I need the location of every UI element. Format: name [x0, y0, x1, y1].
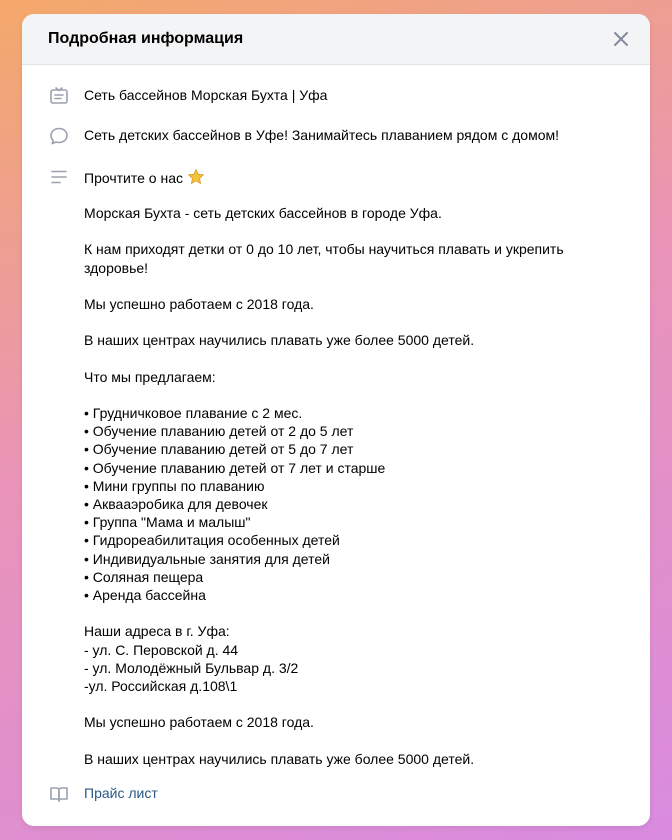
community-name: Сеть бассейнов Морская Бухта | Уфа	[84, 87, 328, 103]
description-gap	[84, 695, 564, 713]
description-line: - ул. Молодёжный Бульвар д. 3/2	[84, 659, 299, 676]
description-line: • Грудничковое плавание с 2 мес.	[84, 405, 303, 422]
price-list-link[interactable]: Прайс лист	[84, 785, 158, 801]
close-icon	[613, 31, 629, 47]
description-line: К нам приходят детки от 0 до 10 лет, чтобы научиться плавать и укрепить	[84, 241, 564, 258]
description-gap	[84, 222, 564, 240]
badge-icon	[48, 85, 70, 107]
description-line: -ул. Российская д.108\1	[84, 677, 238, 694]
description-line: • Аквааэробика для девочек	[84, 496, 268, 512]
description-line: • Обучение плаванию детей от 2 до 5 лет	[84, 423, 354, 440]
description-line: • Индивидуальные занятия для детей	[84, 550, 330, 567]
description-line: Мы успешно работаем с 2018 года.	[84, 714, 314, 731]
description-line: • Обучение плаванию детей от 5 до 7 лет	[84, 441, 354, 458]
modal-header	[22, 14, 650, 65]
star-icon	[187, 168, 205, 186]
description-line: • Обучение плаванию детей от 7 лет и старше	[84, 459, 386, 476]
book-icon	[48, 783, 70, 805]
description-gap	[84, 731, 564, 749]
description-line: • Аренда бассейна	[84, 586, 206, 603]
description-line: • Группа "Мама и малыш"	[84, 514, 251, 531]
description-line: • Соляная пещера	[84, 568, 204, 585]
details-modal	[22, 14, 650, 826]
description-gap	[84, 277, 564, 295]
description-line: Что мы предлагаем:	[84, 368, 216, 385]
description-gap	[84, 350, 564, 368]
description-gap	[84, 604, 564, 622]
about-title: Прочтите о нас	[84, 168, 205, 186]
description-line: - ул. С. Перовской д. 44	[84, 641, 239, 658]
community-status: Сеть детских бассейнов в Уфе! Занимайтесь плаванием рядом с домом!	[84, 127, 560, 143]
description-line: Мы успешно работаем с 2018 года.	[84, 295, 314, 312]
description-line: Наши адреса в г. Уфа:	[84, 623, 230, 640]
about-description	[84, 204, 564, 768]
modal-title: Подробная информация	[48, 30, 244, 47]
description-gap	[84, 313, 564, 331]
description-line: • Гидрореабилитация особенных детей	[84, 532, 340, 549]
close-button[interactable]	[608, 26, 634, 52]
description-line: В наших центрах научились плавать уже более 5000 детей.	[84, 750, 475, 767]
description-line: Морская Бухта - сеть детских бассейнов в городе Уфа.	[84, 205, 442, 221]
description-gap	[84, 386, 564, 404]
speech-bubble-icon	[48, 125, 70, 147]
description-line: • Мини группы по плаванию	[84, 477, 265, 494]
description-line: здоровье!	[84, 259, 149, 276]
description-line: В наших центрах научились плавать уже более 5000 детей.	[84, 332, 475, 349]
lines-icon	[48, 166, 70, 188]
